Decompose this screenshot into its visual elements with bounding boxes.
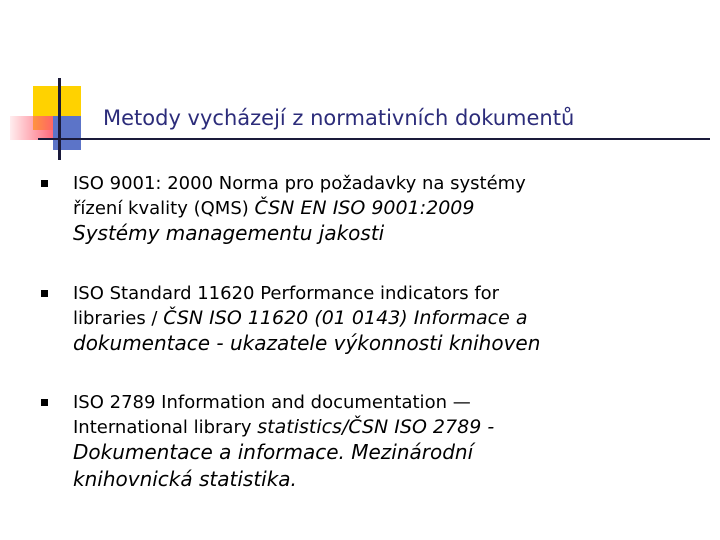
bullet-text-italic: ČSN EN ISO 9001:2009: [254, 197, 475, 219]
bullet-line-italic: Dokumentace a informace. Mezinárodní: [73, 440, 474, 464]
bullet-line: [73, 306, 713, 330]
bullet-text-normal: libraries /: [73, 308, 164, 329]
title-underline: [38, 138, 710, 140]
square-bullet-icon: [41, 180, 48, 187]
bullet-text-italic: ČSN ISO 11620 (01 0143) Informace a: [163, 307, 528, 329]
slide-title: Metody vycházejí z normativních dokumentů: [103, 106, 575, 130]
square-bullet-icon: [41, 399, 48, 406]
decor-red-gradient-bar: [10, 116, 58, 140]
bullet-text-normal: řízení kvality (QMS): [73, 198, 255, 219]
bullet-line-italic: knihovnická statistika.: [73, 467, 297, 491]
bullet-line-italic: dokumentace - ukazatele výkonnosti knihoven: [73, 331, 541, 355]
bullet-line: [73, 415, 713, 439]
bullet-line: ISO 9001: 2000 Norma pro požadavky na systémy: [73, 173, 526, 194]
square-bullet-icon: [41, 290, 48, 297]
decor-vertical-line: [58, 78, 61, 160]
bullet-text-normal: International library: [73, 417, 258, 438]
bullet-text: [73, 172, 713, 247]
bullet-line: ISO 2789 Information and documentation —: [73, 392, 471, 413]
bullet-text: [73, 391, 713, 493]
bullet-text: [73, 282, 713, 357]
bullet-line-italic: Systémy managementu jakosti: [73, 221, 385, 245]
bullet-line: [73, 196, 713, 220]
bullet-line: ISO Standard 11620 Performance indicators for: [73, 283, 500, 304]
bullet-text-italic: statistics/ČSN ISO 2789 -: [257, 416, 495, 438]
